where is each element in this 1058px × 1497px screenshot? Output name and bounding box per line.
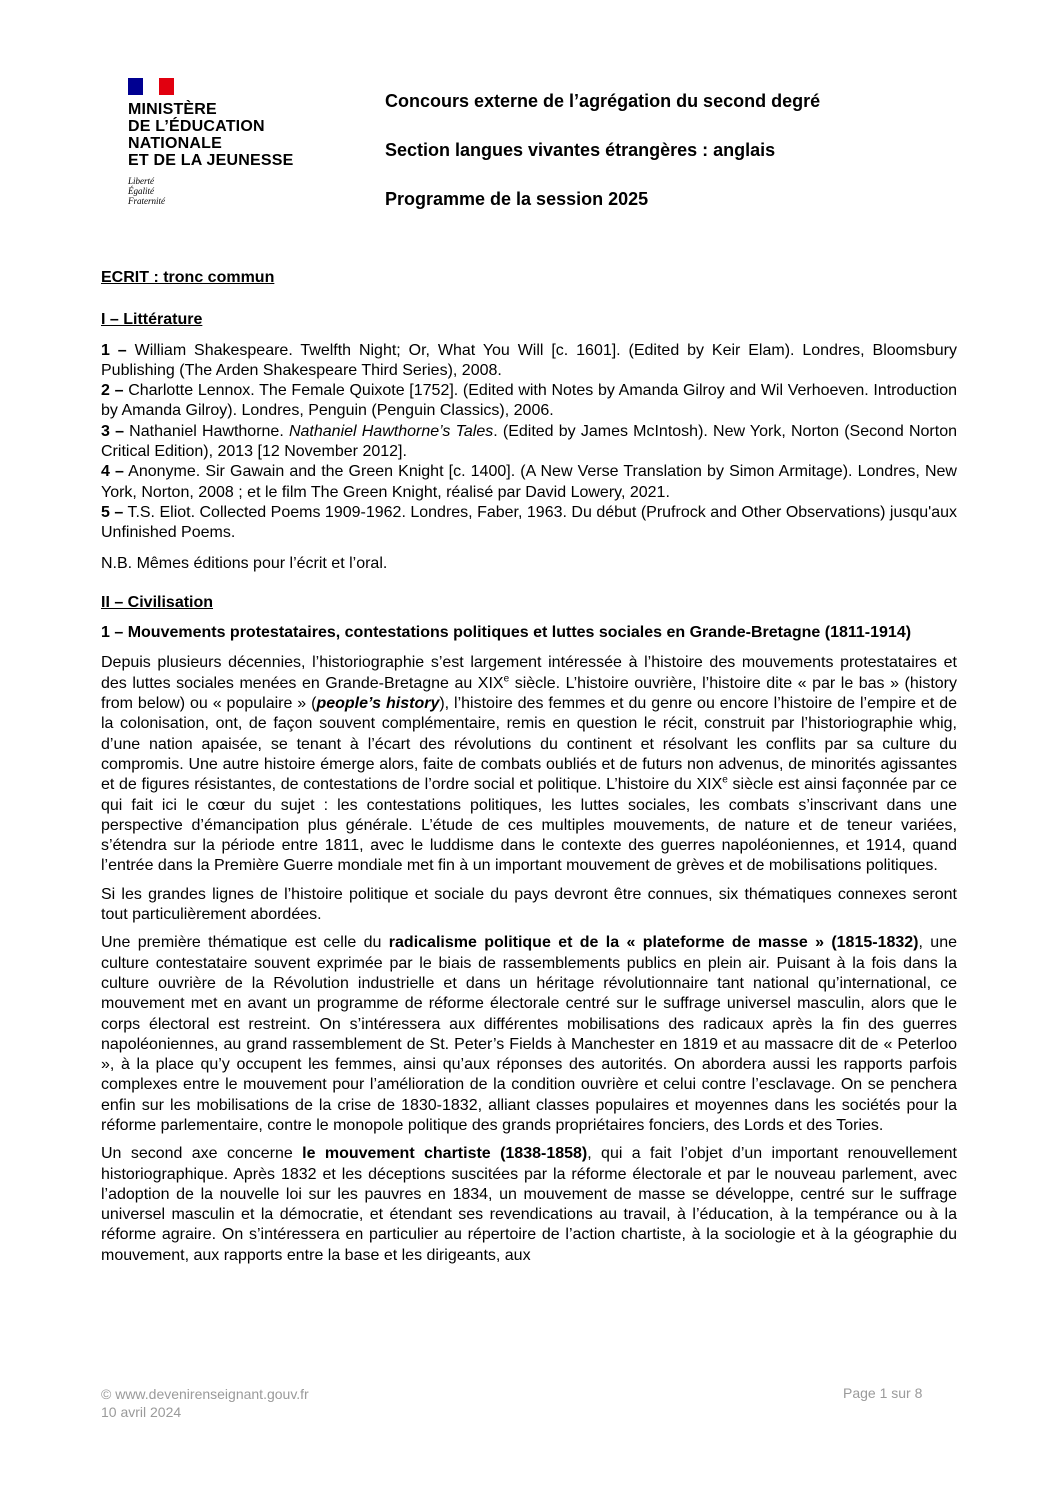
superscript: e (722, 774, 728, 786)
paragraph (101, 933, 957, 1136)
litterature-list (101, 341, 957, 544)
header-session: Programme de la session 2025 (385, 189, 649, 209)
item-number: 4 – (101, 463, 124, 481)
ministry-line: DE L’ÉDUCATION (128, 118, 265, 135)
bold-term: le mouvement chartiste (1838-1858) (302, 1145, 588, 1163)
republic-motto (128, 176, 328, 206)
text: ), l’histoire des femmes et du genre ou encore l’histoire de l’empire et de la colonisation, ont, de façon souvent complémentaire, remis en question le récit, construit par l’historiographie whig, d’une nation apaisée, se tenant à l’écart des révolutions du continent et résolvant les conflits par sa culture du compromis. Une autre histoire émerge alors, faite de combats oubliés et de futurs non advenus, de minorités agissantes et de figures résistantes, de contestations de l’ordre social et politique. L’histoire du XIX (101, 695, 957, 794)
italic-term: people’s history (316, 695, 440, 713)
list-item (101, 503, 957, 544)
ministry-logo (128, 78, 328, 206)
text: siècle est ainsi façonnée par ce qui fait ici le cœur du sujet : les contestations politiques, les luttes sociales, les combats s’inscrivant dans une perspective d’émancipation plus générale. L’étude de ces multiples mouvements, de nature et de teneur variées, s’étendra sur la période entre 1811, avec le luddisme dans le contexte des guerres napoléoniennes, et 1914, quand l’entrée dans la Première Guerre mondiale met fin à un important mouvement de grèves et de mobilisations politiques. (101, 776, 958, 875)
bold-term: radicalisme politique et de la « plateforme de masse » (1815-1832) (388, 934, 919, 952)
item-number: 5 – (101, 503, 124, 521)
page-number: Page 1 sur 8 (843, 1385, 923, 1401)
header-title: Concours externe de l’agrégation du second degré (385, 91, 821, 111)
item-text: William Shakespeare. Twelfth Night; Or, What You Will [c. 1601]. (Edited by Keir Elam). Londres, Bloomsbury Publishing (The Arden Shakespeare Third Series), 2008. (101, 341, 957, 379)
motto-line: Liberté (128, 176, 154, 186)
footer-date: 10 avril 2024 (101, 1404, 182, 1420)
item-text: T.S. Eliot. Collected Poems 1909-1962. Londres, Faber, 1963. Du début (Prufrock and Other Observations) jusqu'aux Unfinished Poems. (101, 503, 957, 542)
text: siècle. L’histoire ouvrière, l’histoire dite « par le bas » (history from below) ou « populaire » ( (101, 674, 957, 713)
ministry-line: MINISTÈRE (128, 101, 217, 118)
list-item (101, 462, 957, 503)
french-flag-icon (128, 78, 174, 95)
text: Un second axe concerne (101, 1145, 303, 1163)
item-text: Anonyme. Sir Gawain and the Green Knight [c. 1400]. (A New Verse Translation by Simon Armitage). Londres, New York, Norton, 2008 ; et le film The Green Knight, réalisé par David Lowery, 2021. (101, 463, 957, 501)
item-text: Charlotte Lennox. The Female Quixote [1752]. (Edited with Notes by Amanda Gilroy and Wil Verhoeven. Introduction by Amanda Gilroy). Londres, Penguin (Penguin Classics), 2006. (101, 382, 957, 420)
superscript: e (503, 673, 510, 685)
list-item (101, 341, 957, 382)
civilisation-heading: II – Civilisation (101, 593, 214, 611)
item-number: 3 – (101, 422, 124, 440)
text: , une culture contestataire souvent exprimée par le biais de rassemblements publics en plein air. Puisant à la fois dans la culture ouvrière de la Révolution industrielle et dans un héritage révolutionnaire tant national qu’international, ce mouvement met en avant un programme de réforme électorale centré sur le suffrage universel masculin, alors que le corps électoral est restreint. On s’intéressera aux différentes mobilisations des radicaux après la fin des guerres napoléoniennes, au grand rassemblement de St. Peter’s Fields à Manchester en 1819 et au massacre dit de « Peterloo », à la place qu’y occupent les femmes, ainsi qu’aux réponses des autorités. On abordera aussi les rapports parfois complexes entre le mouvement pour l’amélioration de la condition ouvrière et celui contre l’esclavage. On se penchera enfin sur les mobilisations de la crise de 1830-1832, alliant classes populaires et moyennes dans les sociétés pour la réforme parlementaire, contre le monopole politique des grands propriétaires fonciers, des Lords et des Tories. (101, 934, 957, 1134)
ministry-line: ET DE LA JEUNESSE (128, 152, 294, 169)
list-item (101, 381, 957, 422)
ministry-name (128, 101, 328, 169)
ministry-line: NATIONALE (128, 135, 222, 152)
list-item (101, 422, 957, 463)
item-title: Nathaniel Hawthorne’s Tales (288, 422, 494, 440)
motto-line: Égalité (128, 186, 154, 196)
item-number: 2 – (101, 382, 124, 400)
ecrit-heading: ECRIT : tronc commun (101, 269, 275, 286)
document-body (101, 268, 957, 1266)
motto-line: Fraternité (128, 196, 165, 206)
litterature-heading: I – Littérature (101, 311, 203, 329)
paragraph: Si les grandes lignes de l’histoire politique et sociale du pays devront être connues, six thématiques connexes seront tout particulièrement abordées. (101, 885, 957, 924)
text: Depuis plusieurs décennies, l’historiographie s’est largement intéressée à l’histoire des mouvements protestataires et des luttes sociales menées en Grande-Bretagne au XIX (101, 654, 957, 692)
text: , qui a fait l’objet d’un important renouvellement historiographique. Après 1832 et les déceptions suscitées par la réforme électorale et par le nouveau parlement, avec l’adoption de la nouvelle loi sur les pauvres en 1834, un mouvement de masse se développe, centré sur le suffrage universel masculin et la démocratie, et étendant ses revendications au travail, à l’éducation, à la tempérance ou à la réforme agraire. On s’intéressera en particulier au répertoire de l’action chartiste, à la sociologie et à la géographie du mouvement, aux rapports entre la base et les dirigeants, aux (101, 1145, 958, 1264)
footer (101, 1385, 309, 1421)
header-section: Section langues vivantes étrangères : anglais (385, 140, 776, 160)
nb-note: N.B. Mêmes éditions pour l’écrit et l’oral. (101, 554, 388, 572)
text: Une première thématique est celle du (101, 934, 389, 952)
paragraph (101, 653, 957, 876)
item-text: Nathaniel Hawthorne. (123, 422, 289, 440)
footer-site: © www.devenirenseignant.gouv.fr (101, 1386, 309, 1402)
civilisation-subheading: 1 – Mouvements protestataires, contestations politiques et luttes sociales en Grande-Bretagne (1811-1914) (101, 624, 912, 642)
item-number: 1 – (101, 341, 127, 359)
paragraph (101, 1144, 957, 1266)
item-text: . (Edited by James McIntosh). New York, Norton (Second Norton Critical Edition), 2013 [12 November 2012]. (101, 422, 958, 461)
